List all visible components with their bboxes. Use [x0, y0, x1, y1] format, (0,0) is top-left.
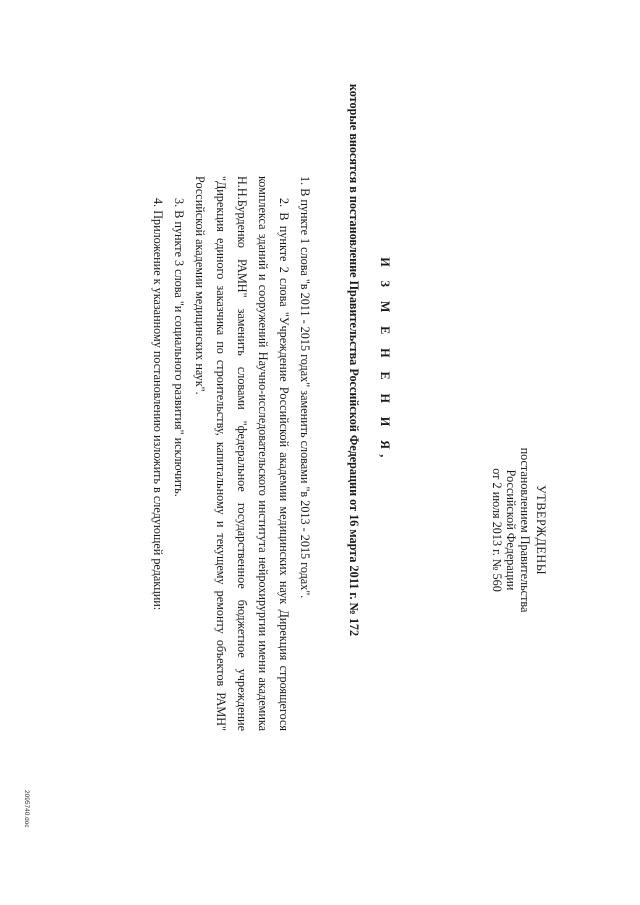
- document-subtitle: которые вносятся в постановление Правительства Российской Федерации от 16 марта 2011 г. № 172: [347, 83, 361, 637]
- document-file-code: 2095740.doc: [23, 790, 30, 828]
- approval-line-3: от 2 июля 2013 г. № 560: [490, 468, 504, 592]
- list-item: 1. В пункте 1 слова "в 2011 - 2015 годах" заменить словами "в 2013 - 2015 годах".: [298, 176, 312, 599]
- document-title: И З М Е Н Е Н И Я,: [378, 257, 392, 463]
- approval-stamp: [490, 415, 548, 645]
- approval-heading: УТВЕРЖДЕНЫ: [534, 484, 548, 576]
- list-item: 3. В пункте 3 слова "и социального развития" исключить.: [172, 198, 186, 497]
- approval-line-2: Российской Федерации: [504, 469, 518, 591]
- list-item: 4. Приложение к указанному постановлению изложить в следующей редакции:: [151, 198, 165, 611]
- approval-line-1: постановлением Правительства: [518, 447, 532, 613]
- list-item: 2. В пункте 2 слова "Учреждение Российской академии медицинских наук Дирекция строящегося комплекса зданий и сооружений Научно-исследовательского института нейрохирургии имени академика Н.Н.Бурденко РАМН" заменить словами "федеральное государственное бюджетное учреждение "Дирекция единого заказчика по строительству, капитальному и текущему ремонту объектов РАМН" Российской академии медицинских наук".: [193, 176, 291, 731]
- document-body: [147, 176, 315, 731]
- document-title-block: [346, 40, 392, 680]
